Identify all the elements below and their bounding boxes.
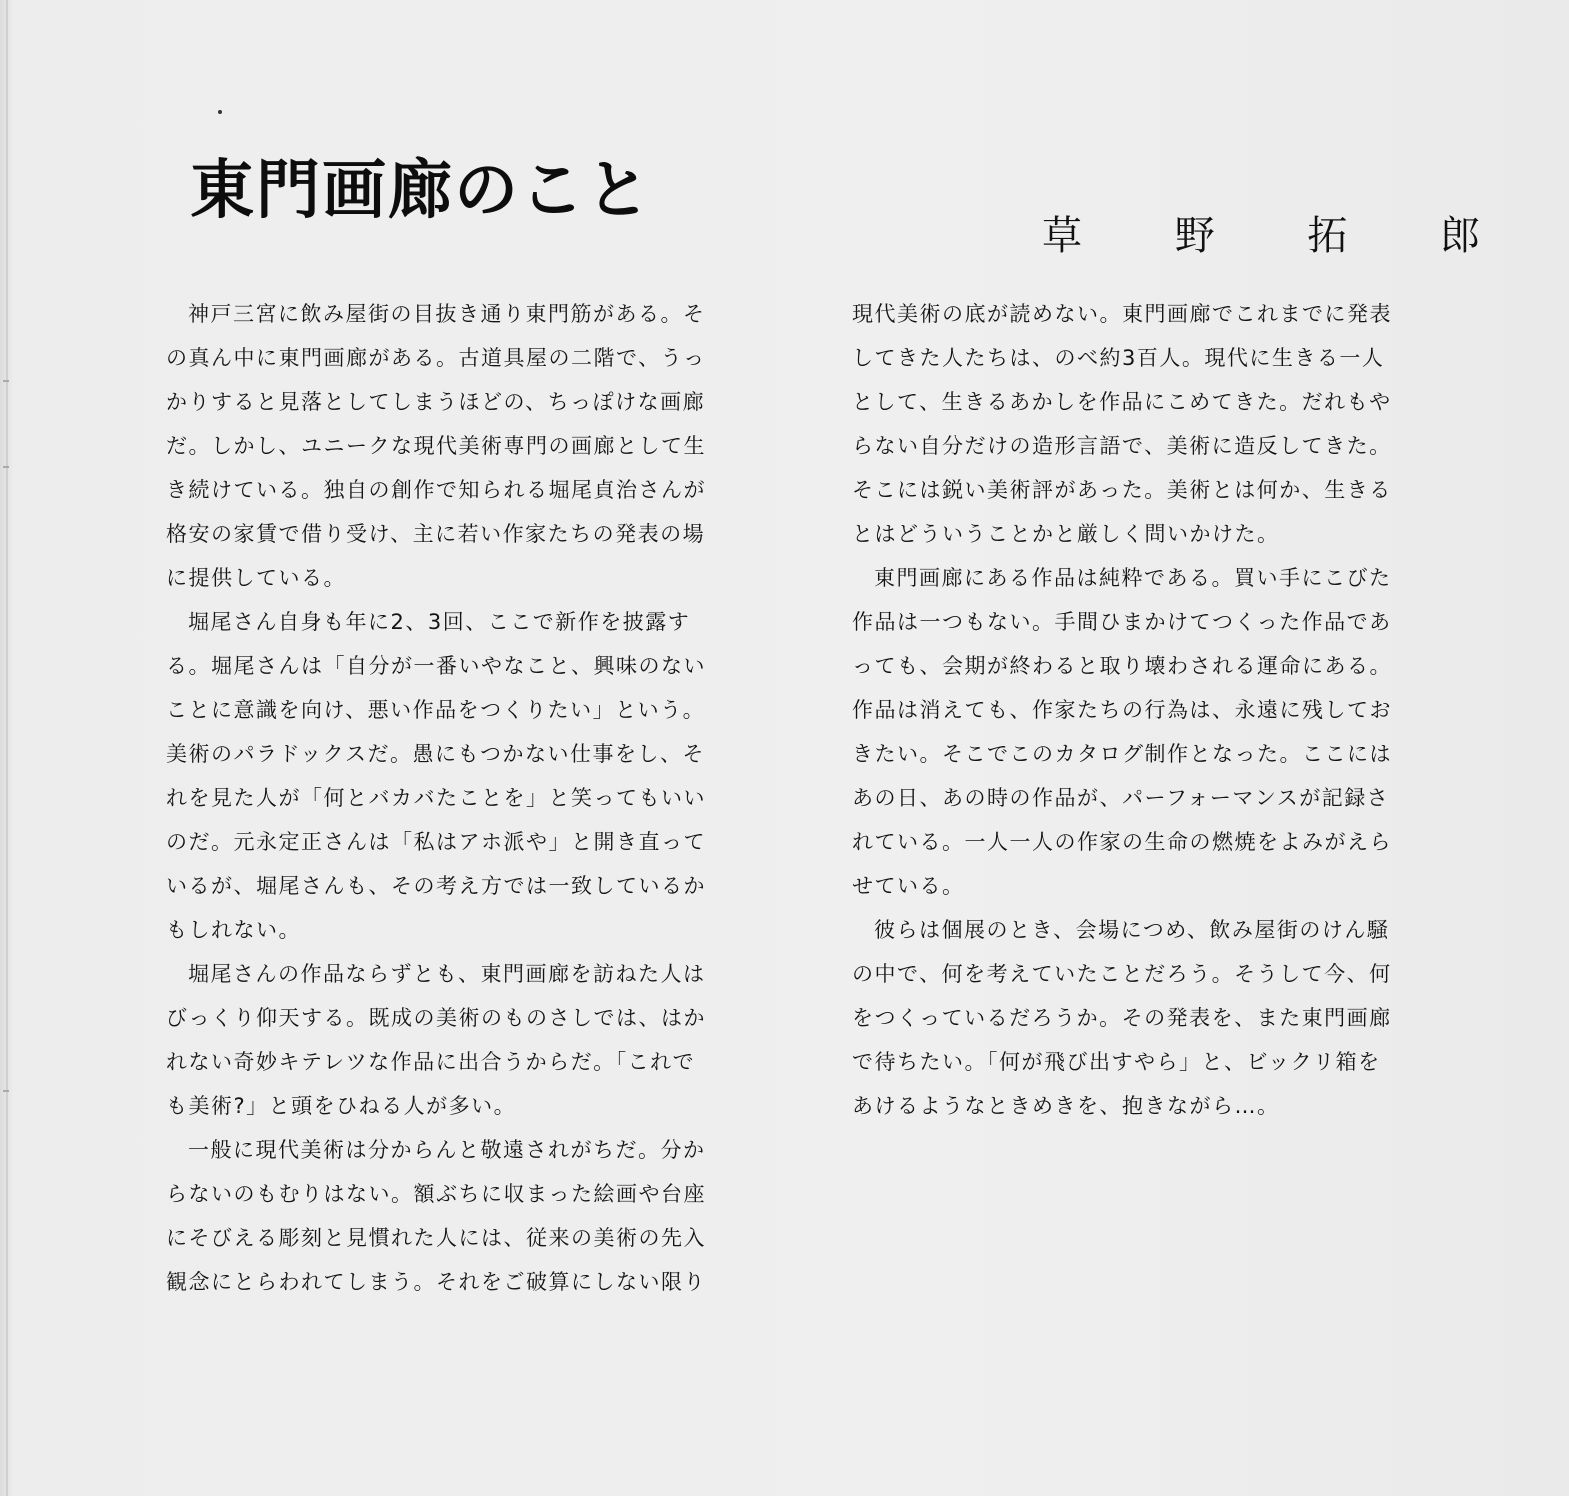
right-column (852, 292, 1412, 1128)
staple-mark (3, 1090, 9, 1092)
text-line: 作品は一つもない。手間ひまかけてつくった作品であ (852, 610, 1392, 634)
text-line: 作品は消えても、作家たちの行為は、永遠に残してお (852, 698, 1392, 722)
text-line: 一般に現代美術は分からんと敬遠されがちだ。分か (188, 1138, 706, 1162)
text-line: 堀尾さんの作品ならずとも、東門画廊を訪ねた人は (188, 962, 706, 986)
text-line: のだ。元永定正さんは「私はアホ派や」と開き直って (166, 830, 706, 854)
text-line: の真ん中に東門画廊がある。古道具屋の二階で、うっ (166, 346, 706, 370)
left-column (166, 292, 726, 1304)
text-line: 格安の家賃で借り受け、主に若い作家たちの発表の場 (166, 522, 706, 546)
text-line: もしれない。 (166, 918, 301, 942)
text-line: れない奇妙キテレツな作品に出合うからだ。「これで (166, 1050, 696, 1074)
text-line: いるが、堀尾さんも、その考え方では一致しているか (166, 874, 706, 898)
text-line: きたい。そこでこのカタログ制作となった。ここには (852, 742, 1392, 766)
text-line: っても、会期が終わると取り壊わされる運命にある。 (852, 654, 1392, 678)
staple-mark (3, 466, 9, 468)
text-line: 観念にとらわれてしまう。それをご破算にしない限り (166, 1270, 706, 1294)
text-line: として、生きるあかしを作品にこめてきた。だれもや (852, 390, 1392, 414)
author-name: 草 野 拓 郎 (1042, 213, 1521, 259)
text-line: あの日、あの時の作品が、パーフォーマンスが記録さ (852, 786, 1390, 810)
text-line: にそびえる彫刻と見慣れた人には、従来の美術の先入 (166, 1226, 706, 1250)
page-title: 東門画廊のこと (190, 153, 652, 228)
title-mark (218, 110, 222, 114)
text-line: も美術?」と頭をひねる人が多い。 (166, 1094, 517, 1118)
text-line: 美術のパラドックスだ。愚にもつかない仕事をし、そ (166, 742, 705, 766)
text-line: に提供している。 (166, 566, 346, 590)
text-line: 現代美術の底が読めない。東門画廊でこれまでに発表 (852, 302, 1392, 326)
text-line: き続けている。独自の創作で知られる堀尾貞治さんが (166, 478, 706, 502)
text-line: せている。 (852, 874, 965, 898)
binding-edge (6, 0, 8, 1496)
text-line: そこには鋭い美術評があった。美術とは何か、生きる (852, 478, 1392, 502)
text-line: で待ちたい。「何が飛び出すやら」と、ビックリ箱を (852, 1050, 1381, 1074)
text-line: 堀尾さん自身も年に2、3回、ここで新作を披露す (188, 610, 691, 634)
text-line: れている。一人一人の作家の生命の燃焼をよみがえら (852, 830, 1392, 854)
text-line: 東門画廊にある作品は純粋である。買い手にこびた (874, 566, 1392, 590)
text-line: ことに意識を向け、悪い作品をつくりたい」という。 (166, 698, 706, 722)
text-line: をつくっているだろうか。その発表を、また東門画廊 (852, 1006, 1392, 1030)
text-line: あけるようなときめきを、抱きながら…。 (852, 1094, 1280, 1118)
text-line: かりすると見落としてしまうほどの、ちっぽけな画廊 (166, 390, 706, 414)
text-line: る。堀尾さんは「自分が一番いやなこと、興味のない (166, 654, 706, 678)
text-line: とはどういうことかと厳しく問いかけた。 (852, 522, 1280, 546)
text-line: 神戸三宮に飲み屋街の目抜き通り東門筋がある。そ (188, 302, 706, 326)
text-line: らないのもむりはない。額ぶちに収まった絵画や台座 (166, 1182, 706, 1206)
text-line: びっくり仰天する。既成の美術のものさしでは、はか (166, 1006, 706, 1030)
text-line: らない自分だけの造形言語で、美術に造反してきた。 (852, 434, 1392, 458)
text-line: だ。しかし、ユニークな現代美術専門の画廊として生 (166, 434, 706, 458)
staple-mark (3, 380, 9, 382)
text-line: 彼らは個展のとき、会場につめ、飲み屋街のけん騒 (874, 918, 1390, 942)
text-line: れを見た人が「何とバカバたことを」と笑ってもいい (166, 786, 706, 810)
text-line: の中で、何を考えていたことだろう。そうして今、何 (852, 962, 1392, 986)
text-line: してきた人たちは、のべ約3百人。現代に生きる一人 (852, 346, 1385, 370)
